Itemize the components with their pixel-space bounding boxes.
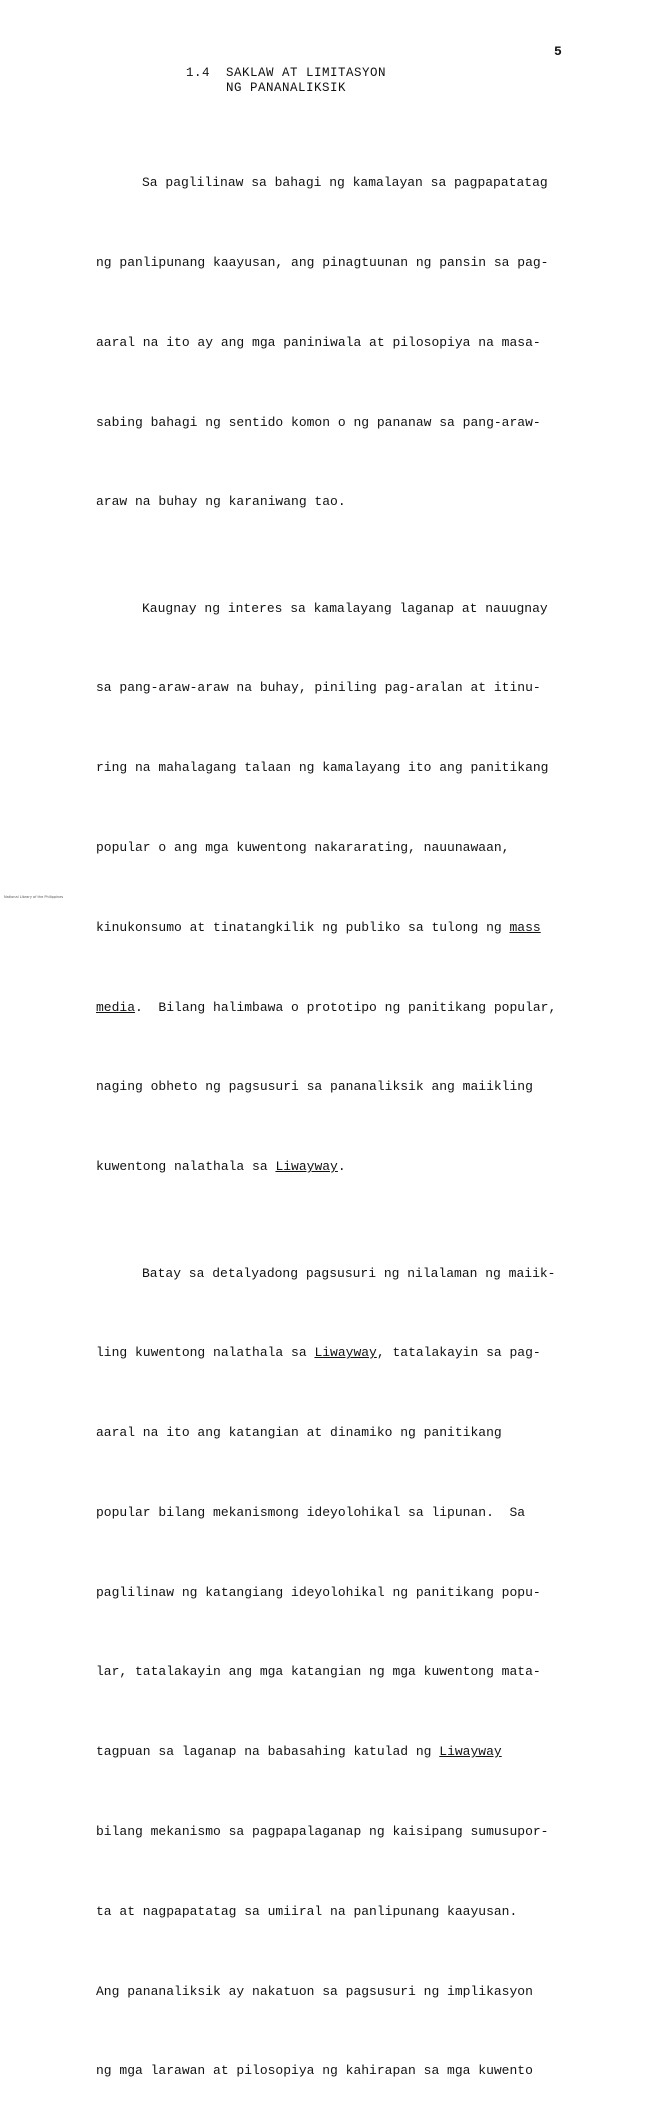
underlined-term-media: media bbox=[96, 999, 136, 1015]
paragraph-2-line bbox=[96, 995, 616, 1022]
section-title-line2: NG PANANALIKSIK bbox=[226, 81, 347, 95]
section-heading-line1 bbox=[186, 66, 386, 81]
paragraph-2-text: . Bilang halimbawa o prototipo ng panitikang popular, bbox=[135, 999, 557, 1015]
paragraph-2-line: popular o ang mga kuwentong nakararating, nauunawaan, bbox=[96, 840, 510, 856]
paragraph-1-line: araw na buhay ng karaniwang tao. bbox=[96, 494, 346, 510]
paragraph-2-text: . bbox=[337, 1159, 346, 1175]
paragraph-1-line: ng panlipunang kaayusan, ang pinagtuunan ng pansin sa pag- bbox=[96, 254, 549, 270]
paragraph-3-line: paglilinaw ng katangiang ideyolohikal ng panitikang popu- bbox=[96, 1584, 541, 1600]
paragraph-2-line: ring na mahalagang talaan ng kamalayang ito ang panitikang bbox=[96, 760, 549, 776]
paragraph-3-line: popular bilang mekanismong ideyolohikal sa lipunan. Sa bbox=[96, 1504, 526, 1520]
paragraph-3-text: , tatalakayin sa pag- bbox=[376, 1345, 541, 1361]
paragraph-3-line: ta at nagpapatatag sa umiiral na panlipunang kaayusan. bbox=[96, 1903, 518, 1919]
paragraph-3-line: aaral na ito ang katangian at dinamiko ng panitikang bbox=[96, 1425, 502, 1441]
paragraph-1-line: Sa paglilinaw sa bahagi ng kamalayan sa pagpapatatag bbox=[142, 175, 548, 191]
paragraph-3-text: ling kuwentong nalathala sa bbox=[96, 1345, 315, 1361]
paragraph-1-line: aaral na ito ay ang mga paniniwala at pilosopiya na masa- bbox=[96, 334, 541, 350]
paragraph-2-text: kinukonsumo at tinatangkilik ng publiko sa tulong ng bbox=[96, 919, 510, 935]
paragraph-3-line: Batay sa detalyadong pagsusuri ng nilalaman ng maiik- bbox=[142, 1265, 556, 1281]
section-heading bbox=[186, 66, 386, 96]
paragraph-3-line: ng mga larawan at pilosopiya ng kahirapan sa mga kuwento bbox=[96, 2063, 533, 2079]
paragraph-2-line bbox=[96, 915, 616, 942]
underlined-title-liwayway: Liwayway bbox=[314, 1345, 377, 1361]
footer-attribution: National Library of the Philippines bbox=[4, 895, 64, 899]
underlined-title-liwayway: Liwayway bbox=[275, 1159, 338, 1175]
paragraph-3-line: lar, tatalakayin ang mga katangian ng mga kuwentong mata- bbox=[96, 1664, 541, 1680]
underlined-title-liwayway: Liwayway bbox=[439, 1744, 502, 1760]
paragraph-3-line: Ang pananaliksik ay nakatuon sa pagsusuri ng implikasyon bbox=[96, 1983, 533, 1999]
paragraph-3-text: tagpuan sa laganap na babasahing katulad ng bbox=[96, 1744, 440, 1760]
page-number: 5 bbox=[554, 44, 562, 59]
body-text bbox=[96, 117, 616, 2112]
paragraph-2-text: kuwentong nalathala sa bbox=[96, 1159, 276, 1175]
paragraph-3-line bbox=[96, 1340, 616, 1367]
paragraph-2-line: naging obheto ng pagsusuri sa pananaliksik ang maiikling bbox=[96, 1079, 533, 1095]
paragraph-1-line: sabing bahagi ng sentido komon o ng pananaw sa pang-araw- bbox=[96, 414, 541, 430]
section-number: 1.4 bbox=[186, 66, 211, 80]
paragraph-2-line: sa pang-araw-araw na buhay, piniling pag-aralan at itinu- bbox=[96, 680, 541, 696]
underlined-term-mass: mass bbox=[509, 919, 541, 935]
paragraph-3-line: bilang mekanismo sa pagpapalaganap ng kaisipang sumusupor- bbox=[96, 1824, 549, 1839]
paragraph-3-line bbox=[96, 1739, 616, 1766]
section-title-line1: SAKLAW AT LIMITASYON bbox=[226, 66, 387, 80]
paragraph-2-line: Kaugnay ng interes sa kamalayang laganap at nauugnay bbox=[142, 600, 548, 616]
paragraph-2-line bbox=[96, 1154, 616, 1181]
